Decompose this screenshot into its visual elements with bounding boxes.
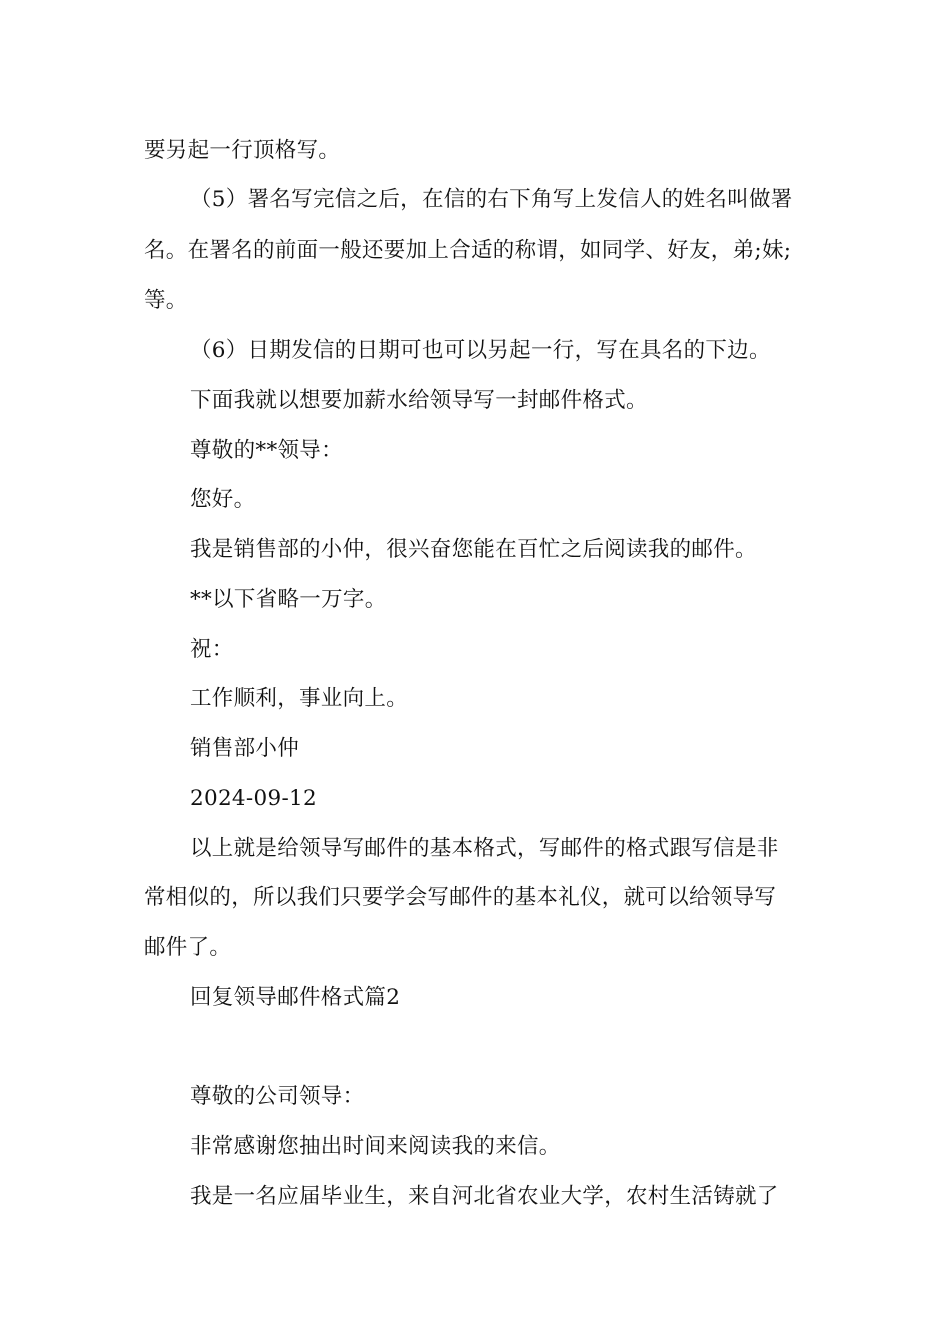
- date-line: 2024-09-12: [190, 786, 317, 811]
- paragraph-line: （5）署名写完信之后，在信的右下角写上发信人的姓名叫做署: [190, 187, 793, 212]
- paragraph-line: 邮件了。: [144, 935, 232, 960]
- signature-line: 销售部小仲: [190, 736, 300, 761]
- greeting-line: 尊敬的**领导：: [190, 438, 343, 463]
- greeting-line: 尊敬的公司领导：: [190, 1084, 365, 1109]
- paragraph-line: （6）日期发信的日期可也可以另起一行，写在具名的下边。: [190, 338, 771, 363]
- paragraph-line: 常相似的，所以我们只要学会写邮件的基本礼仪，就可以给领导写: [144, 885, 777, 910]
- paragraph-line: 您好。: [190, 487, 256, 512]
- paragraph-line: 非常感谢您抽出时间来阅读我的来信。: [190, 1134, 561, 1159]
- paragraph-line: 下面我就以想要加薪水给领导写一封邮件格式。: [190, 388, 648, 413]
- section-heading: 回复领导邮件格式篇2: [190, 985, 401, 1010]
- paragraph-line: 要另起一行顶格写。: [144, 138, 341, 163]
- paragraph-line: 以上就是给领导写邮件的基本格式，写邮件的格式跟写信是非: [190, 836, 779, 861]
- closing-line: 工作顺利，事业向上。: [190, 686, 409, 711]
- paragraph-line: 名。在署名的前面一般还要加上合适的称谓，如同学、好友，弟;妹;: [144, 238, 792, 263]
- paragraph-line: 等。: [144, 288, 188, 313]
- paragraph-line: 我是一名应届毕业生，来自河北省农业大学，农村生活铸就了: [190, 1184, 779, 1209]
- closing-line: 祝：: [190, 637, 234, 662]
- paragraph-line: 我是销售部的小仲，很兴奋您能在百忙之后阅读我的邮件。: [190, 537, 757, 562]
- paragraph-line: **以下省略一万字。: [190, 587, 387, 612]
